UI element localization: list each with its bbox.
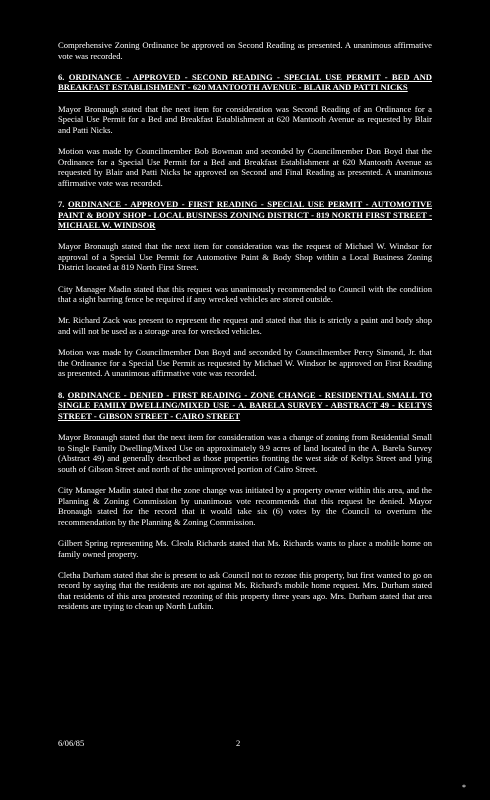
item-7-paragraph-4: Motion was made by Councilmember Don Boyd and seconded by Councilmember Percy Simond, Jr. that the Ordinance for a Special Use Permit as requested by Michael W. Windsor be approved on First Reading as presented. A unanimous affirmative vote was recorded. [58, 347, 432, 379]
item-number: 7. [58, 198, 65, 209]
item-8-paragraph-1: Mayor Bronaugh stated that the next item for consideration was a change of zoning from Residential Small to Single Family Dwelling/Mixed Use on approximately 9.9 acres of land located in the A. Barela Survey (Abstract 49) and generally described as those properties fronting the west side of Keltys Street and lying south of Gibson Street and north of the unimproved portion of Cairo Street. [58, 431, 432, 474]
item-number: 6. [58, 71, 65, 82]
item-6-paragraph-1: Mayor Bronaugh stated that the next item for consideration was Second Reading of an Ordinance for a Special Use Permit for a Bed and Breakfast Establishment at 620 Mantooth Avenue as requested by Blair and Patti Nicks. [58, 103, 432, 135]
item-6-heading [58, 72, 432, 93]
carryover-paragraph: Comprehensive Zoning Ordinance be approved on Second Reading as presented. A unanimous affirmative vote was recorded. [58, 40, 432, 61]
footer-date: 6/06/85 [58, 738, 85, 748]
item-8-paragraph-2: City Manager Madin stated that the zone change was initiated by a property owner within this area, and the Planning & Zoning Commission by unanimous vote recommends that this request be denied. Mayor Bronaugh stated for the record that it would take six (6) votes by the Council to overturn the recommendation by the Planning & Zoning Commission. [58, 484, 432, 527]
item-8-paragraph-3: Gilbert Spring representing Ms. Cleola Richards stated that Ms. Richards wants to place a mobile home on family owned property. [58, 537, 432, 559]
item-7-paragraph-2: City Manager Madin stated that this request was unanimously recommended to Council with the condition that a sight barring fence be required if any wrecked vehicles are stored outside. [58, 283, 432, 305]
item-6-paragraph-2: Motion was made by Councilmember Bob Bowman and seconded by Councilmember Don Boyd that the Ordinance for a Special Use Permit for a Bed and Breakfast Establishment at 620 Mantooth Avenue as requested by Blair and Patti Nicks be approved on Second and Final Reading as presented. A unanimous affirmative vote was recorded. [58, 145, 432, 188]
item-7-paragraph-1: Mayor Bronaugh stated that the next item for consideration was the request of Michael W. Windsor for approval of a Special Use Permit for Automotive Paint & Body Shop within a Local Business Zoning District located at 819 North First Street. [58, 241, 432, 273]
item-8-paragraph-4: Cletha Durham stated that she is present to ask Council not to rezone this property, but first wanted to go on record by saying that the residents are not against Ms. Richard's mobile home request. Mrs. Durham stated that residents of this area protested rezoning of this property three years ago. Mrs. Durham stated that area residents are trying to clean up North Lufkin. [58, 569, 432, 612]
item-7-heading [58, 199, 432, 231]
item-title: ORDINANCE - APPROVED - SECOND READING - SPECIAL USE PERMIT - BED AND BREAKFAST ESTABLISHMENT - 620 MANTOOTH AVENUE - BLAIR AND PATTI NICKS [58, 71, 432, 93]
item-title: ORDINANCE - DENIED - FIRST READING - ZONE CHANGE - RESIDENTIAL SMALL TO SINGLE FAMILY DWELLING/MIXED USE - A. BARELA SURVEY - ABSTRACT 49 - KELTYS STREET - GIBSON STREET - CAIRO STREET [58, 389, 433, 421]
corner-mark: * [462, 783, 466, 792]
item-number: 8. [58, 389, 65, 400]
minutes-page [58, 40, 432, 623]
footer-spacer [392, 738, 432, 748]
item-7-paragraph-3: Mr. Richard Zack was present to represent the request and stated that this is strictly a paint and body shop and will not be used as a storage area for wrecked vehicles. [58, 315, 432, 337]
page-number: 2 [235, 738, 241, 748]
item-title: ORDINANCE - APPROVED - FIRST READING - SPECIAL USE PERMIT - AUTOMOTIVE PAINT & BODY SHOP - LOCAL BUSINESS ZONING DISTRICT - 819 NORTH FIRST STREET - MICHAEL W. WINDSOR [58, 198, 432, 231]
item-8-heading [58, 390, 432, 422]
page-footer [58, 738, 432, 748]
